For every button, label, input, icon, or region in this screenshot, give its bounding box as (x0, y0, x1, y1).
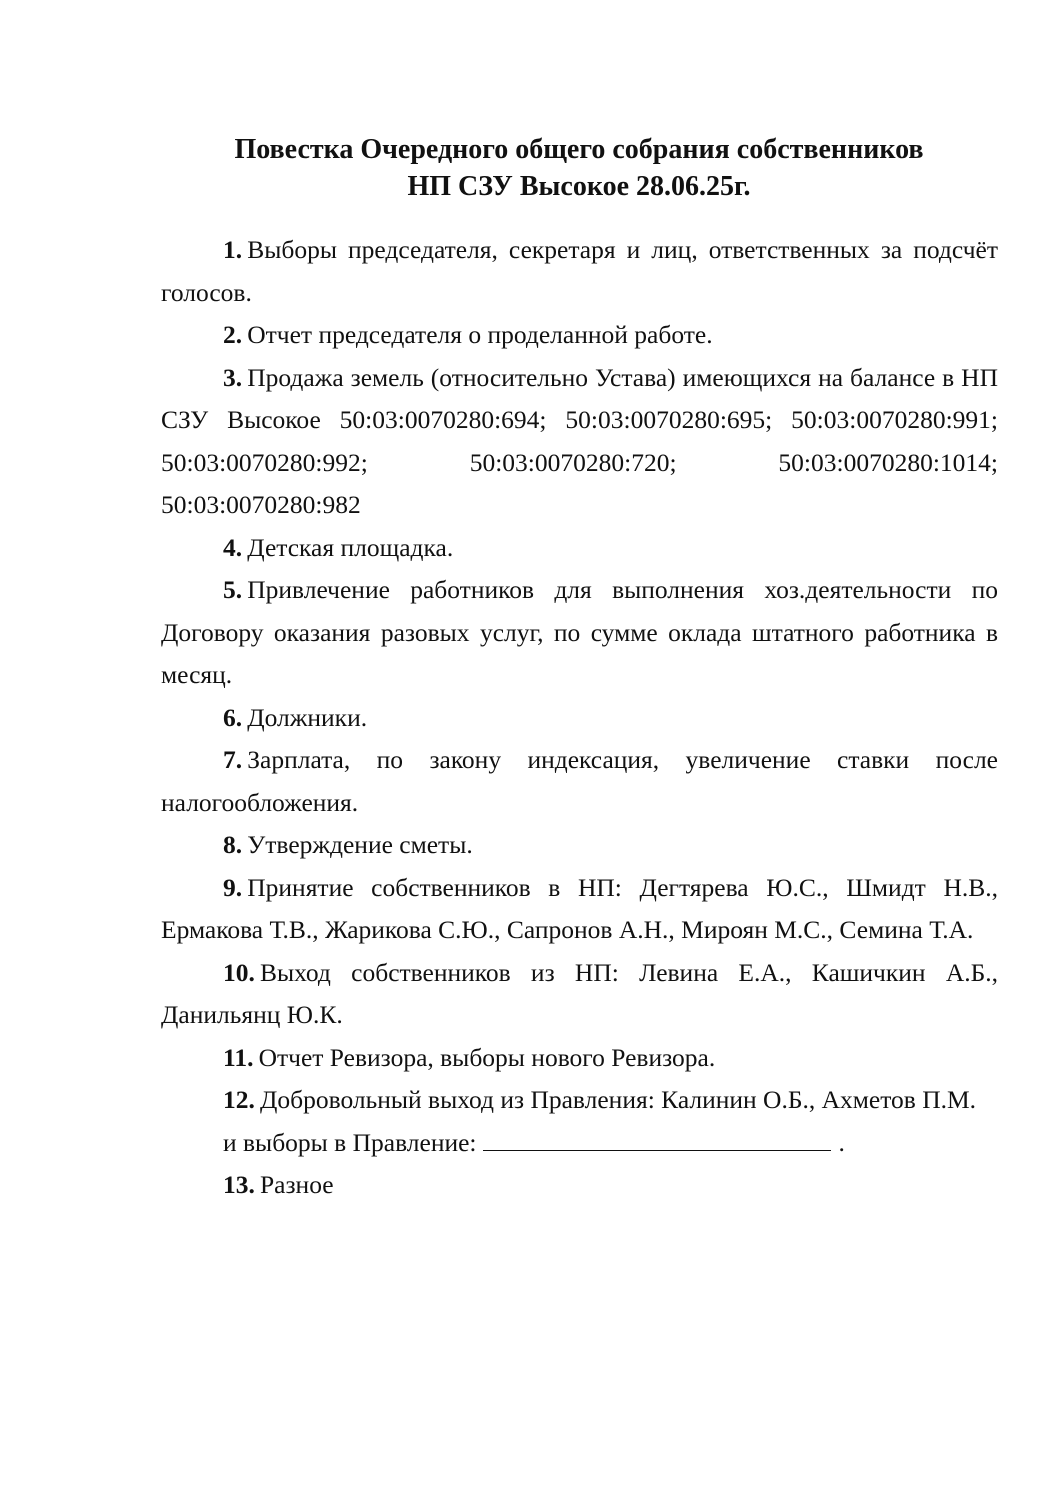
agenda-item-2 (161, 314, 998, 357)
agenda-item-7 (161, 739, 998, 824)
agenda-item-12 (161, 1079, 998, 1122)
title-line-2: НП СЗУ Высокое 28.06.25г. (407, 171, 751, 202)
agenda-item-1 (161, 229, 998, 314)
item-number: 7. (223, 745, 243, 774)
item-text: Отчет председателя о проделанной работе. (247, 320, 713, 349)
item-text: Детская площадка. (247, 532, 454, 562)
item-text: Выход собственников из НП: Левина Е.А., Кашичкин А.Б., Данильянц Ю.К. (161, 957, 998, 1029)
item-text: Выборы председателя, секретаря и лиц, ответственных за подсчёт голосов. (161, 235, 998, 307)
board-election-line (161, 1122, 998, 1165)
board-election-blank-field (483, 1128, 831, 1151)
title-line-1: Повестка Очередного общего собрания собственников (234, 134, 924, 165)
item-text: Зарплата, по закону индексация, увеличение ставки после налогообложения. (161, 745, 998, 817)
agenda-item-13 (161, 1164, 998, 1207)
item-number: 9. (223, 872, 243, 902)
board-election-trailing: . (838, 1127, 845, 1157)
item-text: Принятие собственников в НП: Дегтярева Ю.С., Шмидт Н.В., Ермакова Т.В., Жарикова С.Ю., Сапронов А.Н., Мироян М.С., Семина Т.А. (161, 872, 998, 944)
item-text: Добровольный выход из Правления: Калинин О.Б., Ахметов П.М. (259, 1085, 977, 1114)
agenda-item-10 (161, 952, 998, 1037)
agenda-item-11 (161, 1037, 998, 1080)
agenda-item-6 (161, 697, 998, 740)
item-number: 5. (223, 575, 243, 604)
agenda-item-8 (161, 824, 998, 867)
item-text: Должники. (247, 702, 368, 732)
item-number: 6. (223, 702, 243, 732)
agenda-list (161, 229, 998, 1207)
board-election-label: и выборы в Правление: (223, 1127, 477, 1157)
item-text: Разное (259, 1170, 334, 1199)
item-number: 13. (223, 1170, 255, 1199)
item-number: 11. (223, 1042, 254, 1072)
item-text: Утверждение сметы. (247, 830, 473, 859)
document-title (160, 131, 998, 205)
item-number: 10. (223, 957, 255, 987)
agenda-item-9 (161, 867, 998, 952)
item-number: 8. (223, 830, 243, 859)
item-text: Привлечение работников для выполнения хоз.деятельности по Договору оказания разовых услуг, по сумме оклада штатного работника в месяц. (161, 575, 998, 689)
agenda-item-5 (161, 569, 998, 697)
item-number: 4. (223, 532, 243, 562)
item-text: Отчет Ревизора, выборы нового Ревизора. (258, 1042, 716, 1072)
agenda-item-4 (161, 527, 998, 570)
item-number: 3. (223, 362, 243, 392)
agenda-item-3 (161, 357, 998, 527)
item-text: Продажа земель (относительно Устава) имеющихся на балансе в НП СЗУ Высокое 50:03:0070280:694; 50:03:0070280:695; 50:03:0070280:991; 50:03:0070280:992; 50:03:0070280:720; 50:03:0070280:1014; 50:03:0070280:982 (161, 362, 998, 519)
item-number: 12. (223, 1085, 255, 1114)
item-number: 1. (223, 235, 243, 264)
item-number: 2. (223, 320, 243, 349)
